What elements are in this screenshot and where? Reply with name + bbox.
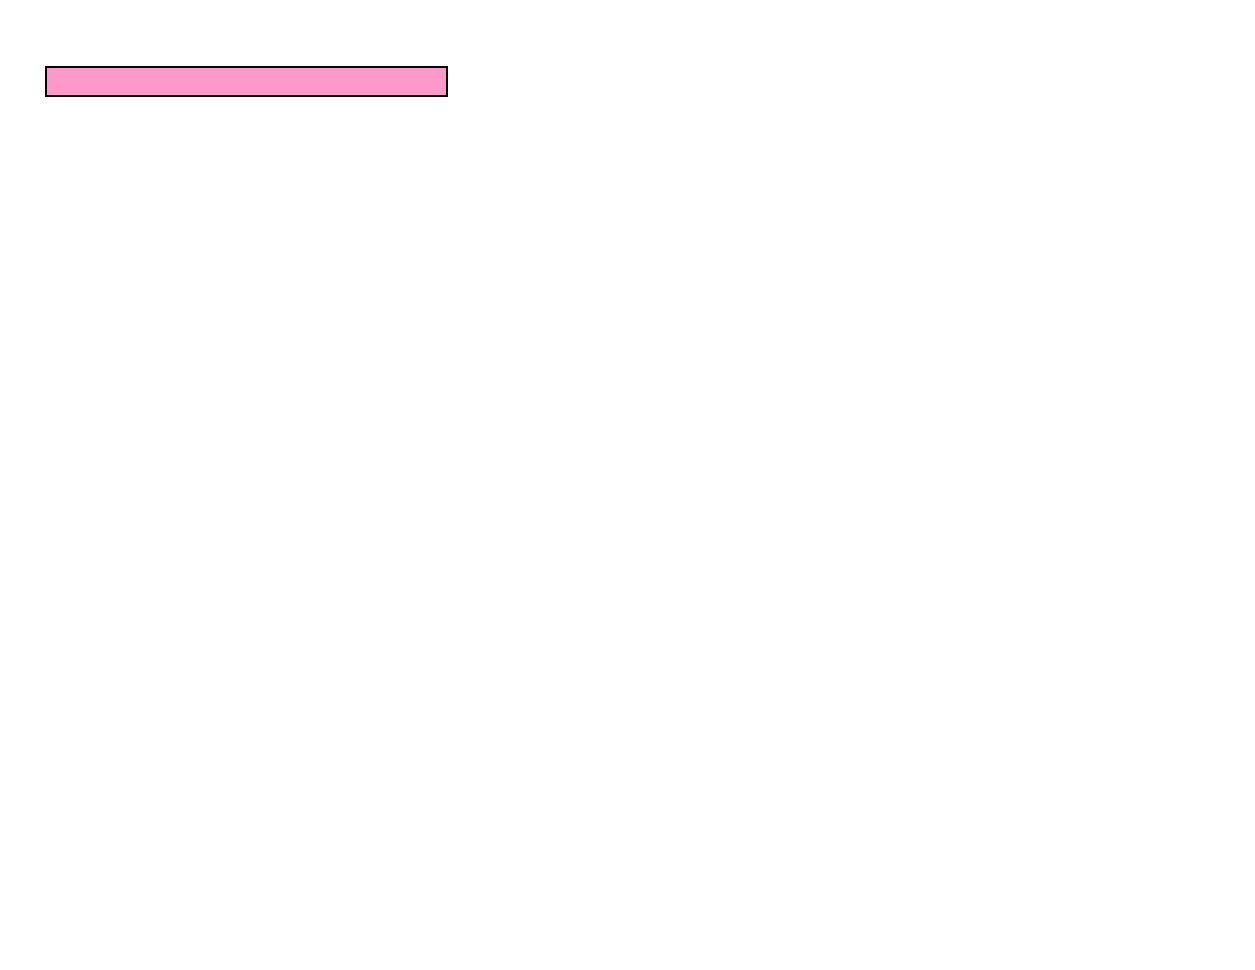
page-title bbox=[45, 66, 448, 97]
